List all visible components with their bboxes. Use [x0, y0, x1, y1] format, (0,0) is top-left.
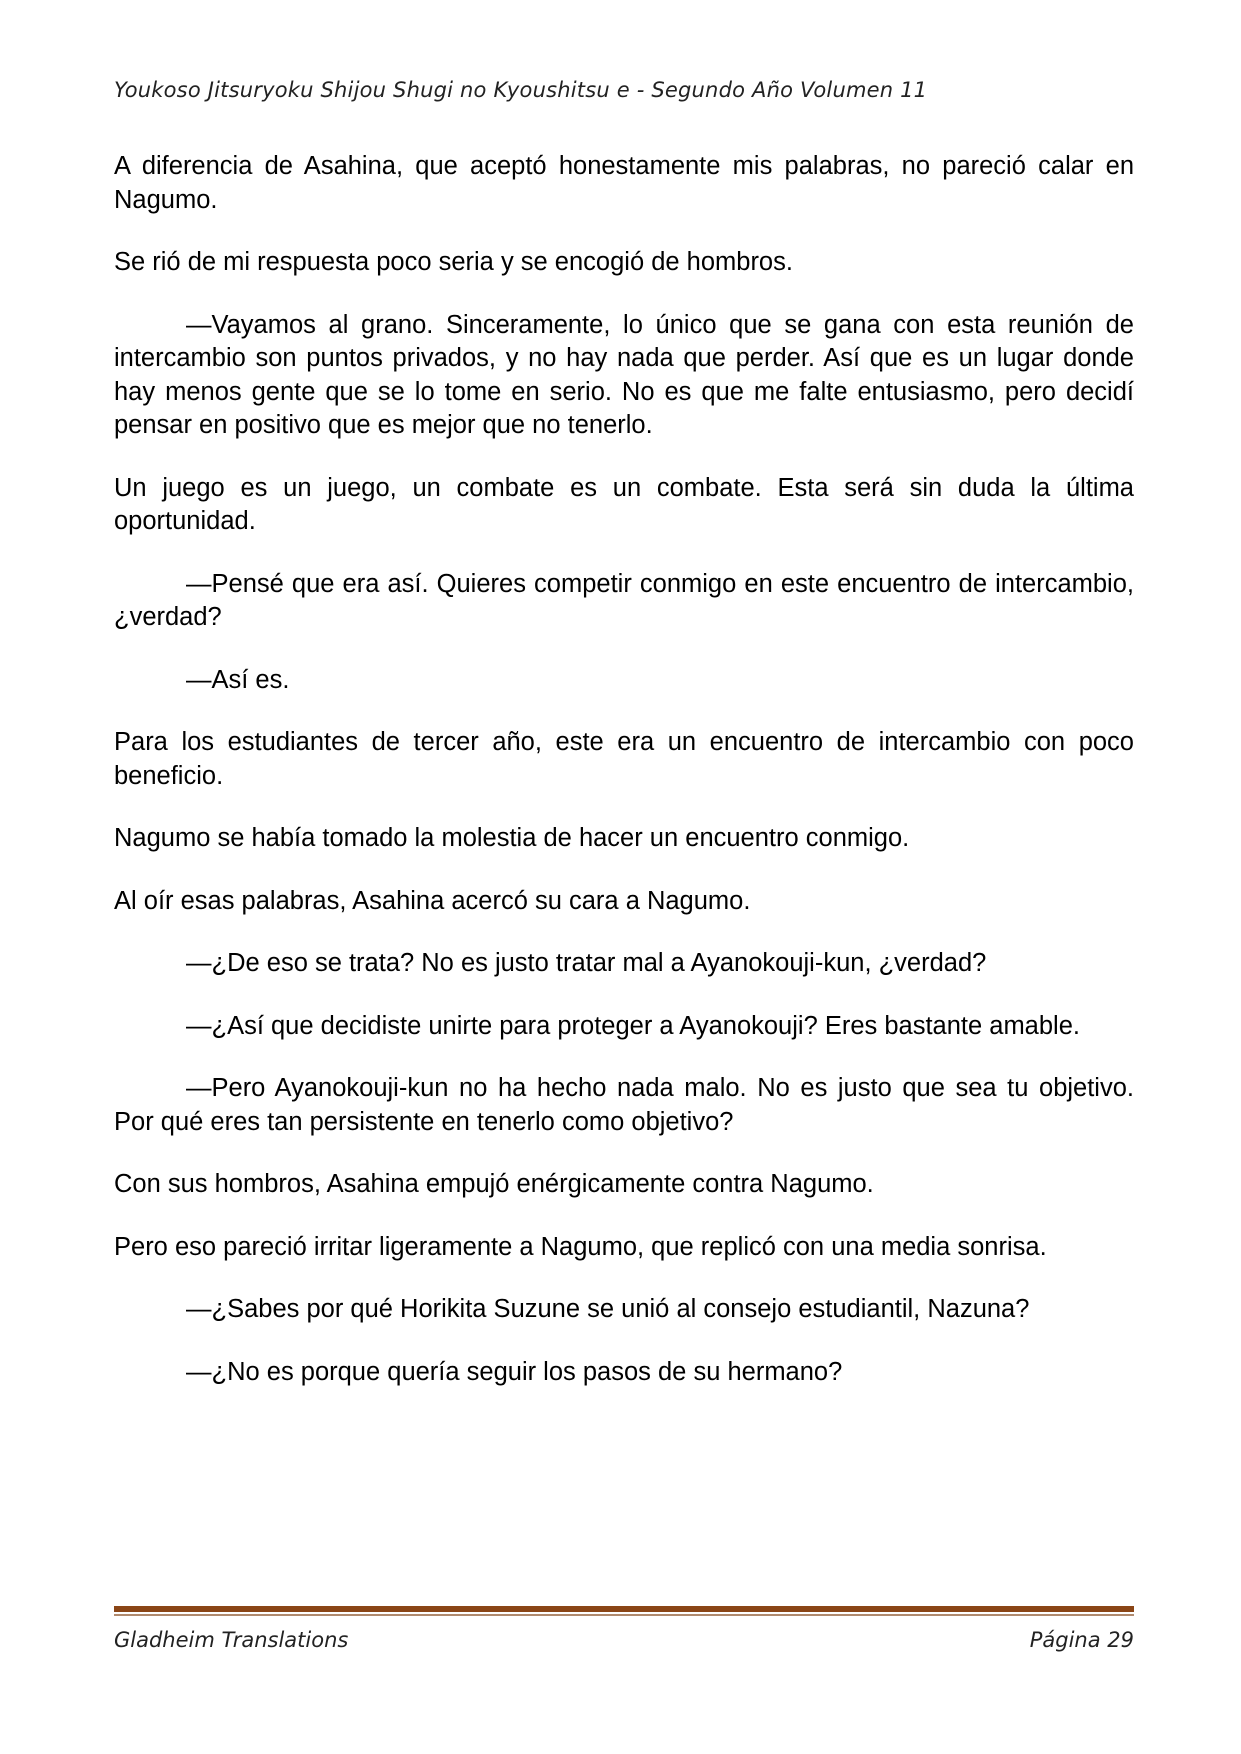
dialogue-paragraph: —¿Sabes por qué Horikita Suzune se unió al consejo estudiantil, Nazuna? — [186, 1295, 1030, 1323]
dialogue-paragraph: —¿No es porque quería seguir los pasos de su hermano? — [186, 1357, 843, 1386]
page-header-title: Youkoso Jitsuryoku Shijou Shugi no Kyoushitsu e - Segundo Año Volumen 11 — [114, 78, 928, 102]
dialogue-paragraph: —Pero Ayanokouji-kun no ha hecho nada malo. No es justo que sea tu objetivo. Por qué eres tan persistente en tenerlo como objetivo? — [114, 1074, 1134, 1136]
paragraph: Nagumo se había tomado la molestia de hacer un encuentro conmigo. — [114, 824, 910, 852]
body-text — [114, 150, 1134, 1418]
footer-divider-thick — [114, 1606, 1134, 1612]
paragraph: Con sus hombros, Asahina empujó enérgicamente contra Nagumo. — [114, 1170, 874, 1198]
dialogue-paragraph: —Vayamos al grano. Sinceramente, lo único que se gana con esta reunión de intercambio son puntos privados, y no hay nada que perder. Así que es un lugar donde hay menos gente que se lo tome en serio. No es que me falte entusiasmo, pero decidí pensar en positivo que es mejor que no tenerlo. — [114, 310, 1134, 439]
dialogue-paragraph: —¿Así que decidiste unirte para proteger a Ayanokouji? Eres bastante amable. — [186, 1011, 1080, 1040]
paragraph: Se rió de mi respuesta poco seria y se encogió de hombros. — [114, 248, 793, 276]
footer-page-number: Página 29 — [1029, 1628, 1134, 1652]
paragraph: Pero eso pareció irritar ligeramente a Nagumo, que replicó con una media sonrisa. — [114, 1232, 1047, 1261]
paragraph: Un juego es un juego, un combate es un combate. Esta será sin duda la última oportunidad. — [114, 473, 1134, 535]
dialogue-paragraph: —Pensé que era así. Quieres competir conmigo en este encuentro de intercambio, ¿verdad? — [114, 569, 1134, 631]
paragraph: Al oír esas palabras, Asahina acercó su cara a Nagumo. — [114, 886, 751, 915]
paragraph: A diferencia de Asahina, que aceptó honestamente mis palabras, no pareció calar en Nagumo. — [114, 152, 1134, 214]
dialogue-paragraph: —¿De eso se trata? No es justo tratar mal a Ayanokouji-kun, ¿verdad? — [186, 949, 987, 977]
footer-publisher: Gladheim Translations — [114, 1628, 349, 1652]
dialogue-paragraph: —Así es. — [186, 665, 290, 694]
paragraph: Para los estudiantes de tercer año, este era un encuentro de intercambio con poco beneficio. — [114, 728, 1134, 790]
footer-divider-thin — [114, 1614, 1134, 1616]
